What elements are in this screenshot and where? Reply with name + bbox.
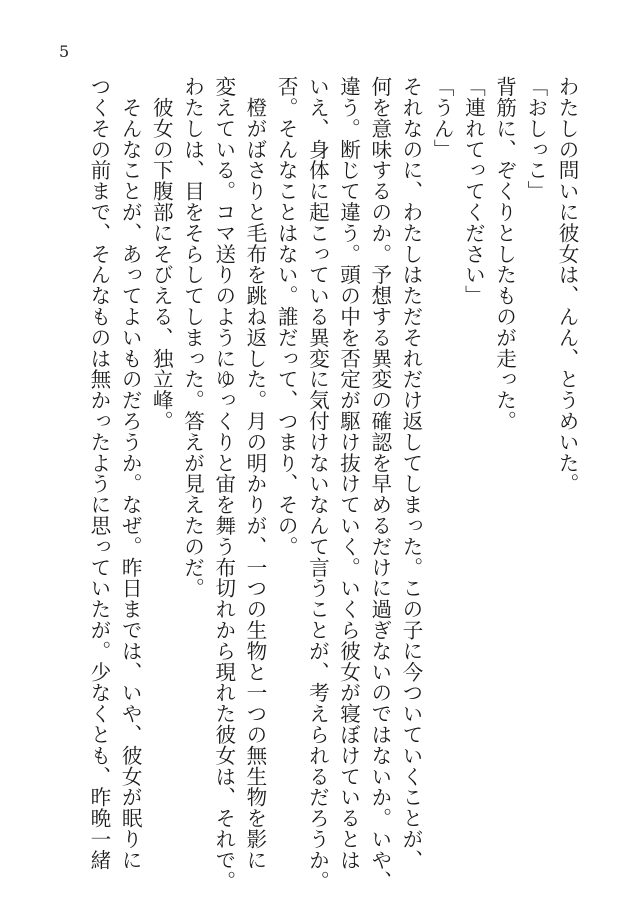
text-line: 変えている。コマ送りのようにゆっくりと宙を舞う布切れから現れた彼女は、それで。 [211, 76, 236, 892]
text-line: 違う。断じて違う。頭の中を否定が駆け抜けていく。いくら彼女が寝ぼけているとは [336, 76, 361, 871]
text-line: わたしの問いに彼女は、んん、とうめいた。 [555, 76, 579, 494]
text-line: それなのに、わたしはただそれだけ返してしまった。この子に今ついていくことが、 [398, 76, 423, 871]
text-line: 否。そんなことはない。誰だって、つまり、その。 [274, 76, 299, 557]
text-line: 「おしっこ」 [523, 76, 548, 202]
text-line: 背筋に、ぞくりとしたものが走った。 [492, 76, 517, 432]
page-number: 5 [59, 42, 70, 61]
text-line: わたしは、目をそらしてしまった。答えが見えたのだ。 [180, 76, 205, 599]
text-line: 「うん」 [430, 76, 455, 160]
text-line: つくその前まで、そんなものは無かったように思っていたが。少なくとも、昨晩一緒 [86, 76, 111, 871]
text-line: そんなことが、あってよいものだろうか。なぜ。昨日までは、いや、彼女が眠りに [118, 76, 143, 871]
body-text [83, 76, 582, 892]
text-line: 橙がばさりと毛布を跳ね返した。月の明かりが、一つの生物と一つの無生物を影に [242, 76, 267, 871]
text-line: 何を意味するのか。予想する異変の確認を早めるだけに過ぎないのではないか。いや、 [367, 76, 392, 892]
text-line: 彼女の下腹部にそびえる、独立峰。 [149, 76, 174, 432]
text-line: 「連れてってください」 [461, 76, 486, 306]
text-line: いえ、身体に起こっている異変に気付けないなんて言うことが、考えられるだろうか。 [305, 76, 330, 892]
